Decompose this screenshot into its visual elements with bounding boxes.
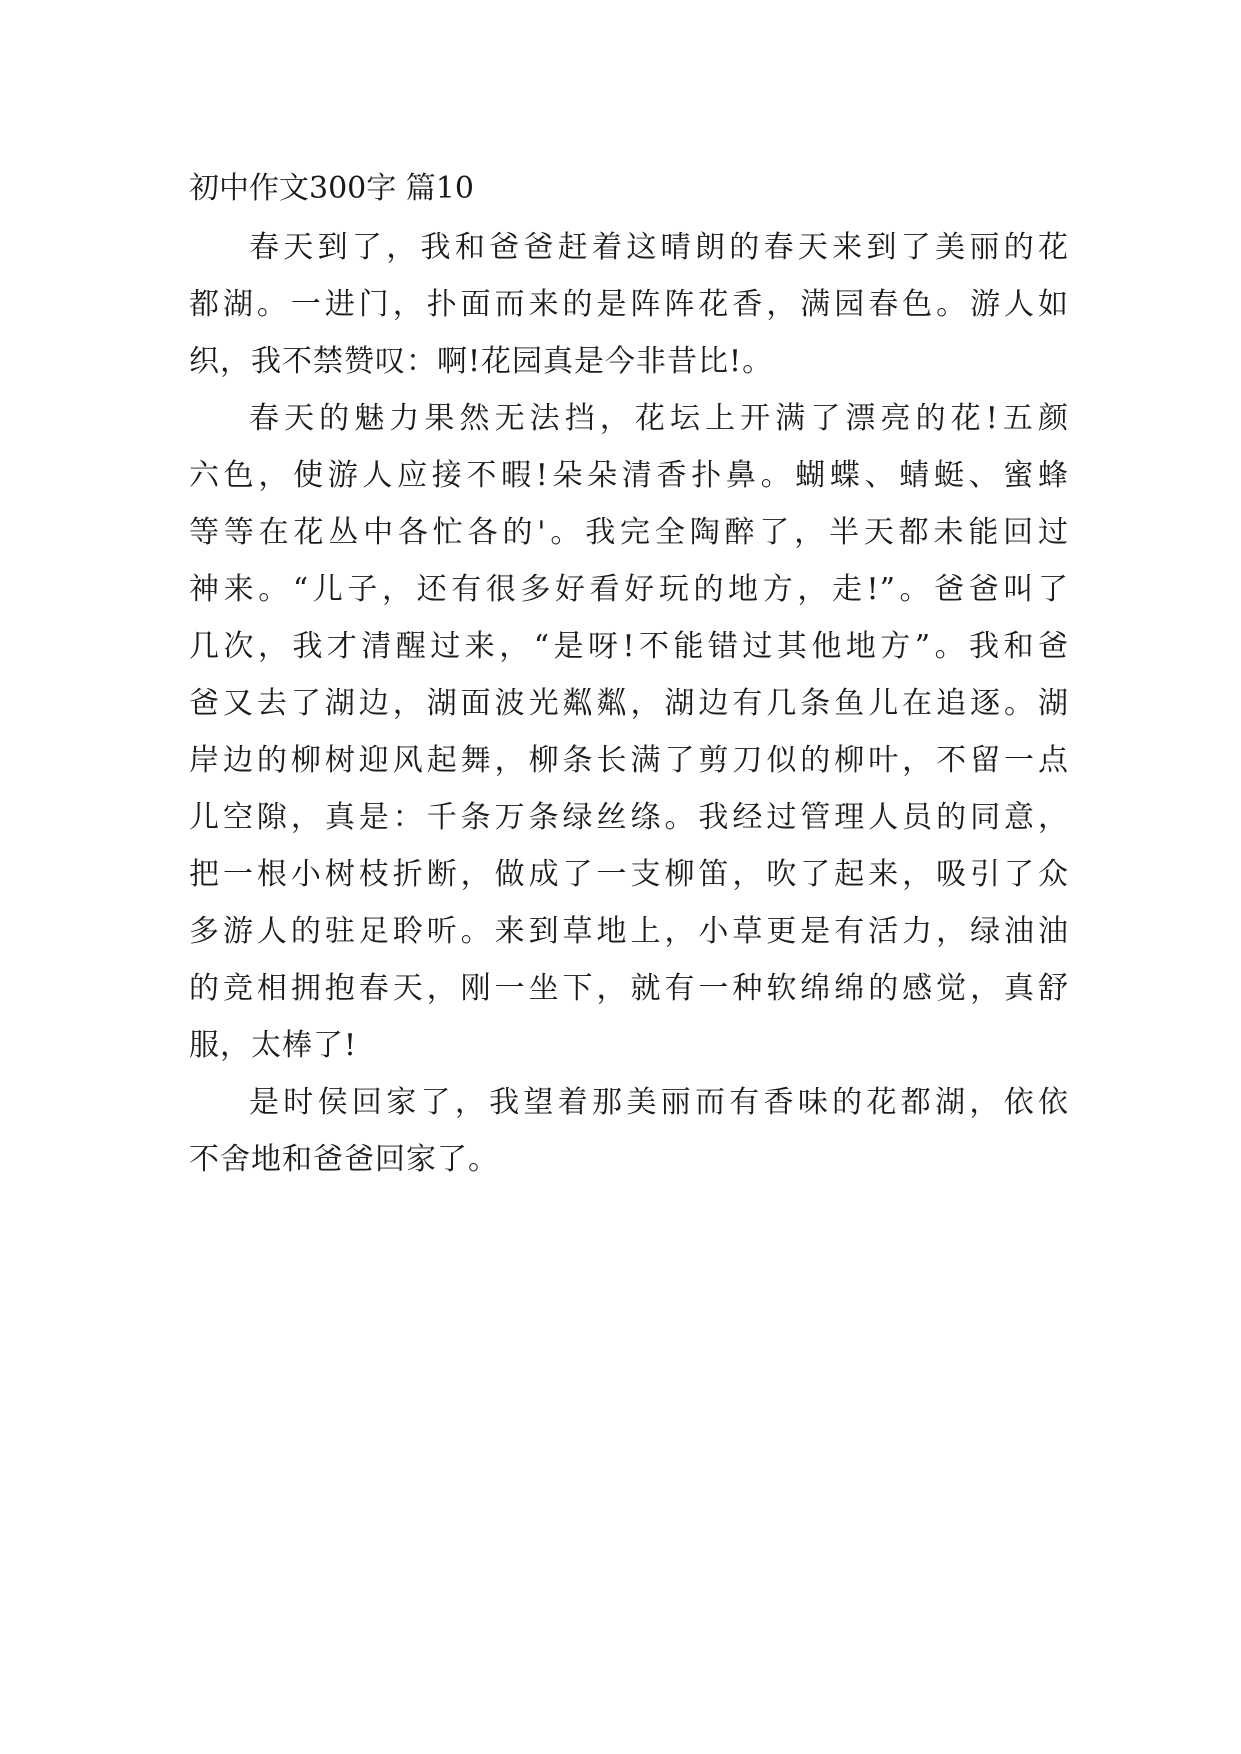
paragraph-1 <box>189 219 1069 390</box>
paragraph-line: 六色，使游人应接不暇!朵朵清香扑鼻。蝴蝶、蜻蜓、蜜蜂 <box>189 458 1069 493</box>
paragraph-line: 不舍地和爸爸回家了。 <box>189 1142 499 1177</box>
paragraph-line: 织，我不禁赞叹：啊!花园真是今非昔比!。 <box>189 344 774 379</box>
paragraph-line: 把一根小树枝折断，做成了一支柳笛，吹了起来，吸引了众 <box>189 857 1069 892</box>
paragraph-line: 几次，我才清醒过来，“是呀!不能错过其他地方”。我和爸 <box>189 629 1069 664</box>
paragraph-line: 爸又去了湖边，湖面波光粼粼，湖边有几条鱼儿在追逐。湖 <box>189 686 1069 721</box>
paragraph-line: 服，太棒了! <box>189 1028 358 1063</box>
paragraph-line: 多游人的驻足聆听。来到草地上，小草更是有活力，绿油油 <box>189 914 1069 949</box>
essay-title: 初中作文300字 篇10 <box>189 171 474 206</box>
paragraph-3 <box>189 1074 1069 1188</box>
paragraph-line: 岸边的柳树迎风起舞，柳条长满了剪刀似的柳叶，不留一点 <box>189 743 1069 778</box>
document-body <box>189 160 1069 1188</box>
paragraph-line: 儿空隙，真是：千条万条绿丝绦。我经过管理人员的同意， <box>189 800 1069 835</box>
paragraph-line: 是时侯回家了，我望着那美丽而有香味的花都湖，依依 <box>249 1085 1069 1120</box>
paragraph-line: 都湖。一进门，扑面而来的是阵阵花香，满园春色。游人如 <box>189 287 1069 322</box>
paragraph-line: 等等在花丛中各忙各的'。我完全陶醉了，半天都未能回过 <box>189 515 1069 550</box>
paragraph-line: 春天的魅力果然无法挡，花坛上开满了漂亮的花!五颜 <box>249 401 1069 436</box>
paragraph-line: 神来。“儿子，还有很多好看好玩的地方，走!”。爸爸叫了 <box>189 572 1069 607</box>
paragraph-line: 的竞相拥抱春天，刚一坐下，就有一种软绵绵的感觉，真舒 <box>189 971 1069 1006</box>
paragraph-line: 春天到了，我和爸爸赶着这晴朗的春天来到了美丽的花 <box>249 230 1069 265</box>
paragraph-2 <box>189 390 1069 1074</box>
